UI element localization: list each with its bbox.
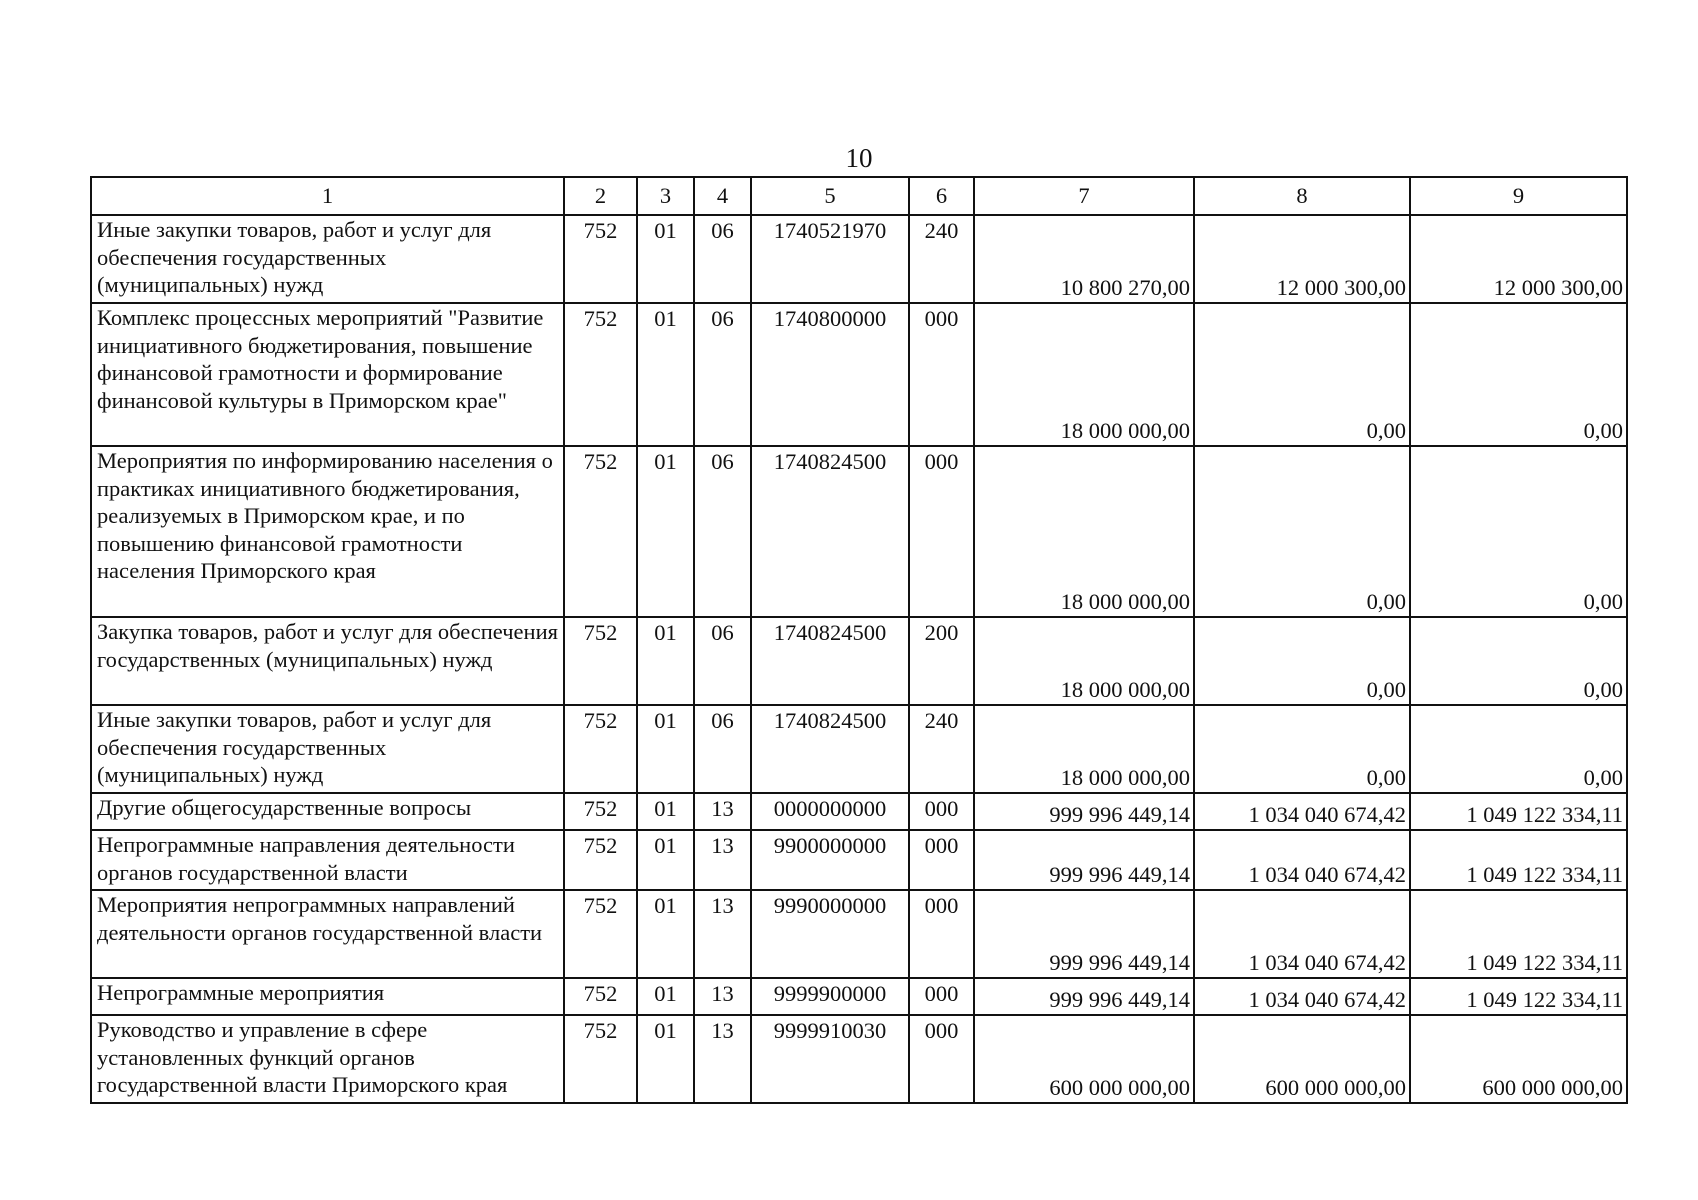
row-sum-8: 0,00 (1194, 446, 1410, 617)
row-sum-8: 1 034 040 674,42 (1194, 793, 1410, 830)
row-code-6: 000 (909, 830, 974, 890)
header-cell: 3 (637, 177, 694, 215)
row-code-5: 1740824500 (751, 446, 909, 617)
row-code-5: 1740824500 (751, 705, 909, 793)
row-sum-7: 10 800 270,00 (974, 215, 1194, 303)
row-sum-8: 1 034 040 674,42 (1194, 978, 1410, 1015)
row-code-5: 1740800000 (751, 303, 909, 446)
row-code-4: 06 (694, 446, 751, 617)
row-sum-7: 18 000 000,00 (974, 617, 1194, 705)
row-code-3: 01 (637, 215, 694, 303)
row-code-4: 13 (694, 1015, 751, 1103)
table-row (91, 617, 1627, 705)
row-code-3: 01 (637, 830, 694, 890)
row-sum-9: 12 000 300,00 (1410, 215, 1627, 303)
row-code-3: 01 (637, 446, 694, 617)
row-sum-9: 600 000 000,00 (1410, 1015, 1627, 1103)
page-number: 10 (845, 143, 873, 173)
row-sum-7: 999 996 449,14 (974, 978, 1194, 1015)
row-code-3: 01 (637, 1015, 694, 1103)
row-sum-7: 18 000 000,00 (974, 705, 1194, 793)
row-code-2: 752 (564, 890, 637, 978)
row-code-6: 240 (909, 705, 974, 793)
row-code-6: 000 (909, 978, 974, 1015)
row-name: Руководство и управление в сфере установленных функций органов государственной власти Приморского края (91, 1015, 564, 1103)
header-cell: 8 (1194, 177, 1410, 215)
row-sum-9: 0,00 (1410, 446, 1627, 617)
row-sum-9: 0,00 (1410, 705, 1627, 793)
row-name: Другие общегосударственные вопросы (91, 793, 564, 830)
row-code-2: 752 (564, 978, 637, 1015)
table-row (91, 215, 1627, 303)
row-code-4: 13 (694, 890, 751, 978)
table-row (91, 793, 1627, 830)
row-code-3: 01 (637, 793, 694, 830)
table-header-row (91, 177, 1627, 215)
table-row (91, 1015, 1627, 1103)
row-sum-8: 1 034 040 674,42 (1194, 890, 1410, 978)
row-code-6: 200 (909, 617, 974, 705)
row-code-2: 752 (564, 793, 637, 830)
row-sum-9: 1 049 122 334,11 (1410, 890, 1627, 978)
row-sum-8: 12 000 300,00 (1194, 215, 1410, 303)
row-code-6: 000 (909, 303, 974, 446)
row-sum-7: 999 996 449,14 (974, 830, 1194, 890)
row-sum-9: 1 049 122 334,11 (1410, 978, 1627, 1015)
header-cell: 1 (91, 177, 564, 215)
row-code-3: 01 (637, 617, 694, 705)
header-cell: 2 (564, 177, 637, 215)
row-sum-9: 1 049 122 334,11 (1410, 793, 1627, 830)
row-code-4: 06 (694, 617, 751, 705)
budget-table (90, 176, 1628, 1104)
row-code-5: 1740824500 (751, 617, 909, 705)
row-code-6: 000 (909, 890, 974, 978)
header-cell: 6 (909, 177, 974, 215)
row-code-5: 9900000000 (751, 830, 909, 890)
row-code-5: 1740521970 (751, 215, 909, 303)
row-code-4: 06 (694, 303, 751, 446)
row-code-5: 9999910030 (751, 1015, 909, 1103)
row-code-4: 13 (694, 830, 751, 890)
row-name: Непрограммные направления деятельности органов государственной власти (91, 830, 564, 890)
row-code-6: 000 (909, 1015, 974, 1103)
row-name: Мероприятия непрограммных направлений деятельности органов государственной власти (91, 890, 564, 978)
row-sum-7: 999 996 449,14 (974, 890, 1194, 978)
row-code-5: 0000000000 (751, 793, 909, 830)
row-sum-8: 0,00 (1194, 303, 1410, 446)
row-code-4: 13 (694, 793, 751, 830)
row-code-5: 9990000000 (751, 890, 909, 978)
row-code-6: 000 (909, 446, 974, 617)
header-cell: 7 (974, 177, 1194, 215)
row-code-6: 000 (909, 793, 974, 830)
row-sum-9: 0,00 (1410, 303, 1627, 446)
row-code-2: 752 (564, 303, 637, 446)
row-code-3: 01 (637, 705, 694, 793)
row-sum-8: 0,00 (1194, 617, 1410, 705)
table-row (91, 705, 1627, 793)
row-sum-7: 18 000 000,00 (974, 446, 1194, 617)
header-cell: 5 (751, 177, 909, 215)
table-row (91, 890, 1627, 978)
table-row (91, 303, 1627, 446)
row-name: Непрограммные мероприятия (91, 978, 564, 1015)
row-code-2: 752 (564, 617, 637, 705)
row-code-4: 06 (694, 215, 751, 303)
row-sum-8: 0,00 (1194, 705, 1410, 793)
row-code-3: 01 (637, 890, 694, 978)
header-cell: 4 (694, 177, 751, 215)
row-sum-7: 999 996 449,14 (974, 793, 1194, 830)
row-sum-7: 600 000 000,00 (974, 1015, 1194, 1103)
row-sum-8: 600 000 000,00 (1194, 1015, 1410, 1103)
row-code-6: 240 (909, 215, 974, 303)
row-code-4: 13 (694, 978, 751, 1015)
row-name: Комплекс процессных мероприятий "Развитие инициативного бюджетирования, повышение финансовой грамотности и формирование финансовой культуры в Приморском крае" (91, 303, 564, 446)
row-name: Иные закупки товаров, работ и услуг для обеспечения государственных (муниципальных) нужд (91, 215, 564, 303)
row-sum-9: 1 049 122 334,11 (1410, 830, 1627, 890)
row-code-2: 752 (564, 446, 637, 617)
row-name: Мероприятия по информированию населения о практиках инициативного бюджетирования, реализуемых в Приморском крае, и по повышению финансовой грамотности населения Приморского края (91, 446, 564, 617)
table-row (91, 978, 1627, 1015)
row-name: Иные закупки товаров, работ и услуг для обеспечения государственных (муниципальных) нужд (91, 705, 564, 793)
row-sum-8: 1 034 040 674,42 (1194, 830, 1410, 890)
table-row (91, 830, 1627, 890)
row-sum-9: 0,00 (1410, 617, 1627, 705)
row-name: Закупка товаров, работ и услуг для обеспечения государственных (муниципальных) нужд (91, 617, 564, 705)
table-row (91, 446, 1627, 617)
row-code-3: 01 (637, 978, 694, 1015)
row-code-2: 752 (564, 705, 637, 793)
row-code-3: 01 (637, 303, 694, 446)
header-cell: 9 (1410, 177, 1627, 215)
row-code-2: 752 (564, 830, 637, 890)
row-code-5: 9999900000 (751, 978, 909, 1015)
row-sum-7: 18 000 000,00 (974, 303, 1194, 446)
row-code-2: 752 (564, 215, 637, 303)
row-code-4: 06 (694, 705, 751, 793)
row-code-2: 752 (564, 1015, 637, 1103)
